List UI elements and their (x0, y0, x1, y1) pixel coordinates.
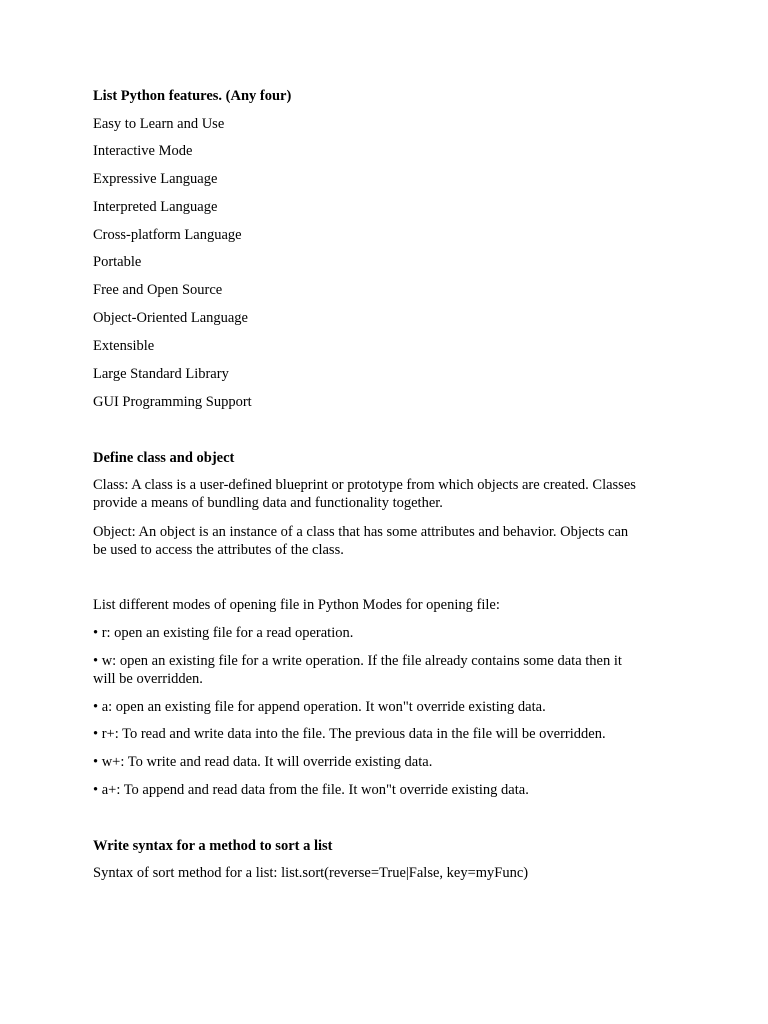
file-mode-item (93, 725, 683, 743)
file-mode-item (93, 624, 683, 642)
feature-item-text: Easy to Learn and Use (93, 116, 225, 132)
feature-item-text: Cross-platform Language (93, 227, 242, 243)
features-heading: List Python features. (Any four) (93, 88, 292, 104)
feature-item-text: GUI Programming Support (93, 394, 252, 410)
object-definition-line: be used to access the attributes of the class. (93, 542, 344, 558)
feature-item (93, 142, 683, 160)
feature-item-text: Portable (93, 254, 142, 270)
object-definition (93, 523, 683, 559)
feature-item-text: Object-Oriented Language (93, 310, 248, 326)
feature-item (93, 337, 683, 355)
class-definition-line: provide a means of bundling data and functionality together. (93, 495, 443, 511)
file-mode-aplus: • a+: To append and read data from the file. It won"t override existing data. (93, 782, 529, 798)
feature-item-text: Large Standard Library (93, 366, 229, 382)
file-mode-a: • a: open an existing file for append operation. It won"t override existing data. (93, 699, 546, 715)
file-modes-heading: List different modes of opening file in Python Modes for opening file: (93, 597, 500, 613)
file-mode-item (93, 652, 683, 688)
feature-item (93, 393, 683, 411)
file-mode-item (93, 781, 683, 799)
file-modes-section (93, 596, 683, 614)
feature-item (93, 115, 683, 133)
feature-item (93, 309, 683, 327)
feature-item (93, 226, 683, 244)
class-object-section (93, 449, 683, 467)
feature-item-text: Interactive Mode (93, 143, 193, 159)
object-definition-line: Object: An object is an instance of a class that has some attributes and behavior. Objects can (93, 524, 629, 540)
feature-item-text: Free and Open Source (93, 282, 223, 298)
feature-item (93, 253, 683, 271)
file-mode-w-cont: will be overridden. (93, 671, 203, 687)
file-mode-w: • w: open an existing file for a write operation. If the file already contains some data then it (93, 653, 622, 669)
file-mode-wplus: • w+: To write and read data. It will override existing data. (93, 754, 433, 770)
class-object-heading: Define class and object (93, 450, 235, 466)
feature-item (93, 365, 683, 383)
file-mode-item (93, 753, 683, 771)
feature-item-text: Extensible (93, 338, 155, 354)
sort-syntax-section (93, 837, 683, 855)
features-section (93, 87, 683, 105)
feature-item (93, 198, 683, 216)
sort-syntax-body (93, 864, 683, 882)
class-definition-line: Class: A class is a user-defined blueprint or prototype from which objects are created. Classes (93, 477, 636, 493)
file-mode-item (93, 698, 683, 716)
file-mode-rplus: • r+: To read and write data into the file. The previous data in the file will be overridden. (93, 726, 606, 742)
sort-syntax-heading: Write syntax for a method to sort a list (93, 838, 333, 854)
feature-item-text: Interpreted Language (93, 199, 218, 215)
feature-item (93, 170, 683, 188)
sort-syntax-text: Syntax of sort method for a list: list.sort(reverse=True|False, key=myFunc) (93, 865, 529, 881)
feature-item (93, 281, 683, 299)
class-definition (93, 476, 683, 512)
feature-item-text: Expressive Language (93, 171, 218, 187)
file-mode-r: • r: open an existing file for a read operation. (93, 625, 354, 641)
